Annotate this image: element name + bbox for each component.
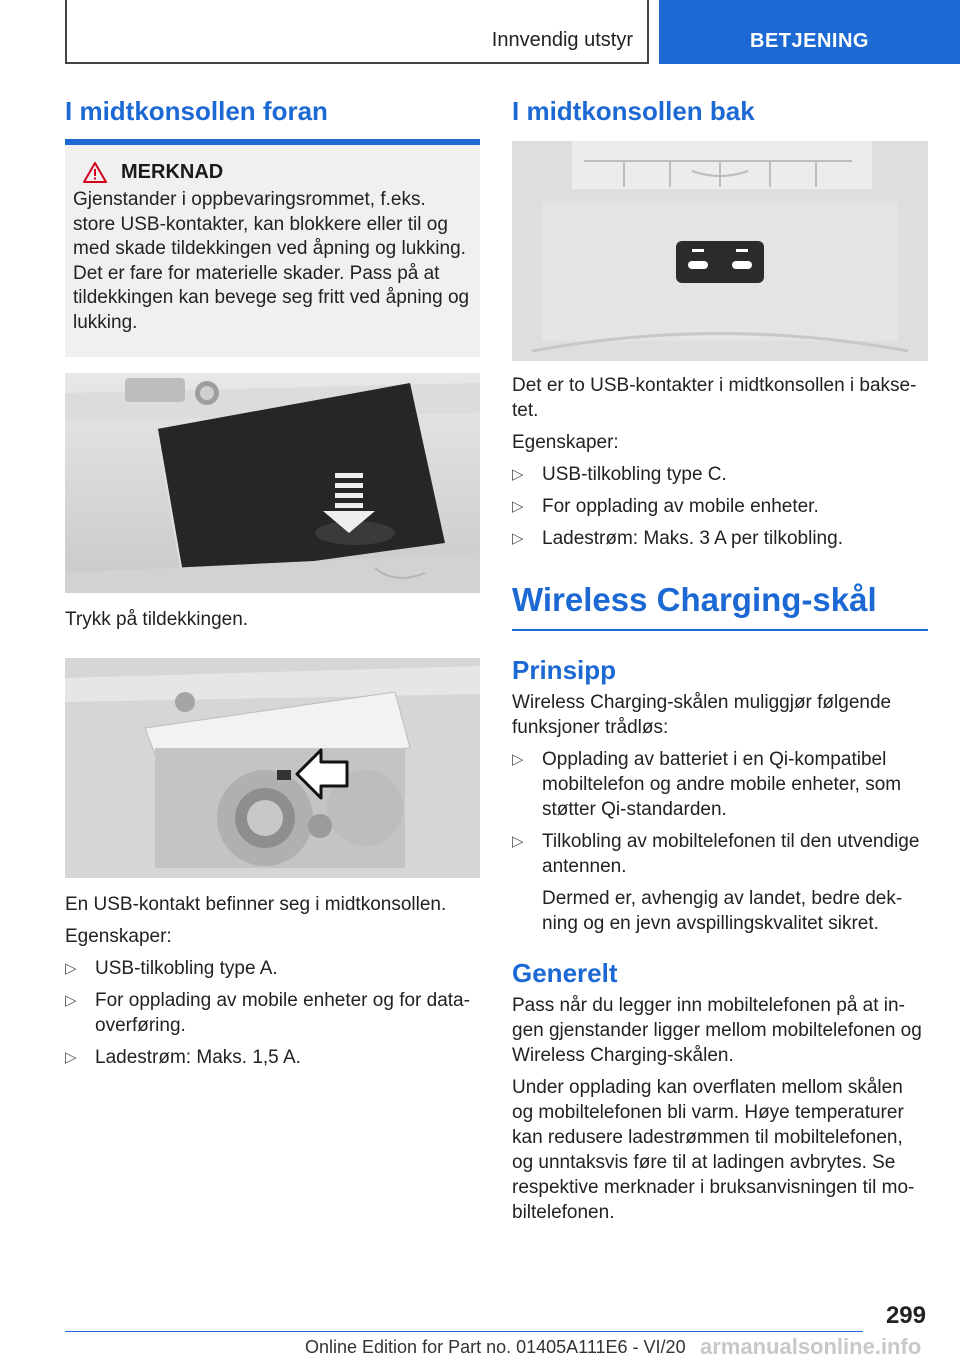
left-section-title: I midtkonsollen foran [65,96,328,126]
warning-triangle-icon [83,162,107,183]
notice-heading [83,161,472,184]
caption-press-cover: Trykk på tildekkingen. [65,609,249,630]
header-section-box [65,0,649,64]
list-item: ▷ USB-tilkobling type C. [512,464,727,485]
bullet-triangle-icon: ▷ [512,751,524,768]
notice-box [65,145,480,357]
usb-compartment-illustration [65,658,480,878]
right-column [512,96,928,1225]
left-properties-list [65,956,480,1070]
principle-list [512,747,928,879]
properties-label: Egenskaper: [512,432,619,453]
principle-title: Prinsipp [512,655,617,685]
figure-usb-compartment [65,658,480,878]
list-item: ▷ Opplading av batteriet i en Qi-kompatibel mobiltelefon og andre mobile enheter, som støtter Qi-standarden. [512,749,902,820]
rear-usb-illustration [512,141,928,361]
general-paragraph-2: Under opplading kan overflaten mellom skålen og mobiltelefonen bli varm. Høye temperaturer kan redusere ladestrømmen til mobiltelefonen, og unntaksvis føre til at ladingen avbrytes. Se respektive merknader i bruksanvisningen til mobiltelefonen. [512,1077,915,1223]
bullet-triangle-icon: ▷ [65,960,77,977]
list-item: ▷ USB-tilkobling type A. [65,958,278,979]
list-item: ▷ Ladestrøm: Maks. 1,5 A. [65,1047,301,1068]
general-paragraph-1: Pass når du legger inn mobiltelefonen på at ingen gjenstander ligger mellom mobiltelefonen og Wireless Charging-skålen. [512,995,922,1066]
page-number: 299 [885,1302,926,1329]
header-chapter-title: BETJENING [750,30,869,52]
general-title: Generelt [512,958,618,988]
footer-rule [65,1331,863,1332]
wireless-charging-title: Wireless Charging-skål [512,581,877,618]
bullet-triangle-icon: ▷ [512,498,524,515]
bullet-triangle-icon: ▷ [65,1049,77,1066]
header-chapter-tab [659,0,960,64]
console-cover-illustration [65,373,480,593]
right-section-title: I midtkonsollen bak [512,96,755,126]
right-properties-list [512,462,928,551]
header-section-title: Innvendig utstyr [491,29,633,51]
figure-console-cover [65,373,480,593]
list-item: ▷ Ladestrøm: Maks. 3 A per tilkobling. [512,528,843,549]
bullet-triangle-icon: ▷ [512,833,524,850]
notice-label: MERKNAD [121,161,224,183]
footer-edition: Online Edition for Part no. 01405A111E6 - VI/20 [305,1337,686,1357]
principle-continuation: Dermed er, avhengig av landet, bedre dekning og en jevn avspillingskvalitet sikret. [542,888,903,934]
list-item: ▷ For opplading av mobile enheter. [512,496,819,517]
left-column [65,96,480,1070]
figure-rear-usb [512,141,928,361]
properties-label: Egenskaper: [65,926,172,947]
rear-usb-intro: Det er to USB-kontakter i midtkonsollen i baksetet. [512,375,917,421]
notice-text: Gjenstander i oppbevaringsrommet, f.eks. store USB-kontakter, kan blokkere eller til og med skade tildekkingen ved åpning og lukking. Det er fare for materielle skader. Pass på at tildekkingen kan bevege seg fritt ved åpning og lukking. [73,189,470,333]
bullet-triangle-icon: ▷ [512,530,524,547]
bullet-triangle-icon: ▷ [512,466,524,483]
caption-usb-location: En USB-kontakt befinner seg i midtkonsollen. [65,894,447,915]
list-item: ▷ Tilkobling av mobiltelefonen til den utvendige antennen. [512,831,920,877]
bullet-triangle-icon: ▷ [65,992,77,1009]
footer-watermark: armanualsonline.info [700,1334,922,1359]
principle-intro: Wireless Charging-skålen muliggjør følgende funksjoner trådløs: [512,692,892,738]
list-item: ▷ For opplading av mobile enheter og for dataoverføring. [65,990,470,1036]
chapter-rule [512,629,928,631]
